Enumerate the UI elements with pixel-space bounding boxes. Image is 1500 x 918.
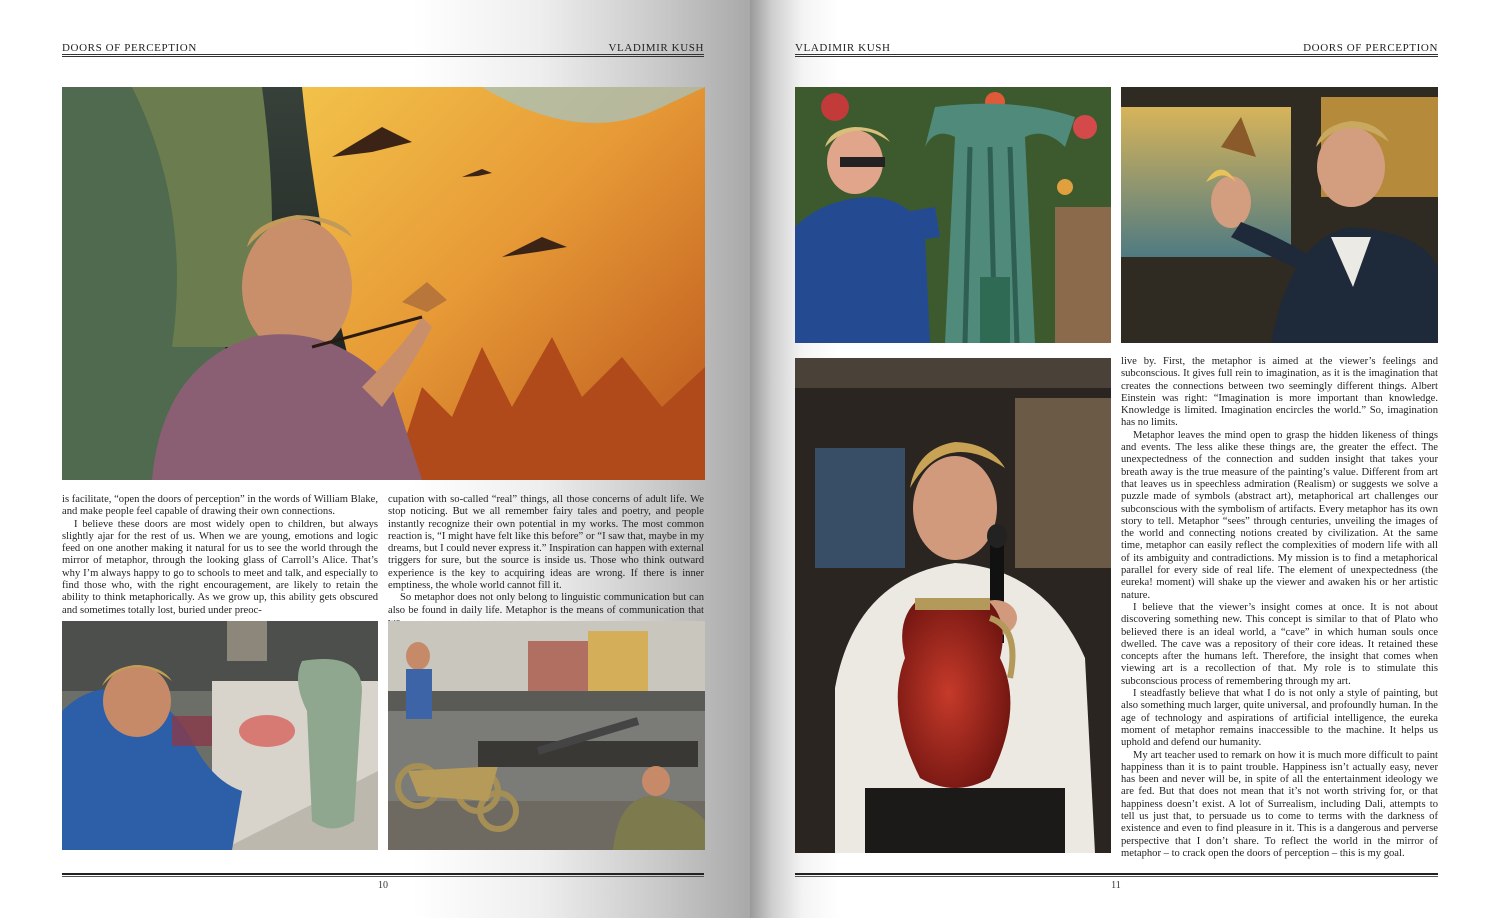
header-rule (795, 54, 1438, 57)
body-column-1 (62, 494, 378, 617)
footer-rule (62, 873, 704, 877)
header-rule (62, 54, 704, 57)
photo-artist-with-tree-sculpture (795, 87, 1111, 343)
footer-rule (795, 873, 1438, 877)
page-number: 10 (378, 880, 388, 891)
running-head-title: DOORS OF PERCEPTION (62, 42, 197, 54)
photo-artist-sculpting-vase (62, 621, 378, 850)
paragraph: live by. First, the metaphor is aimed at the viewer’s feelings and subconscious. It gives full rein to imagination, as it is the imagination that creates the connections between two seemingly different things. Albert Einstein was right: “Imagination is more important than knowledge. Knowledge is limited. Imagination encircles the world.” So, imagination has no limits. (1121, 356, 1438, 429)
paragraph: I steadfastly believe that what I do is not only a style of painting, but also something much larger, quite universal, and profoundly human. In the age of technology and aspirations of artificial intelligence, the eureka moment of metaphor remains inaccessible to the machine. It helps us uphold and defend our humanity. (1121, 688, 1438, 749)
body-column-2 (388, 494, 704, 629)
photo-artist-with-red-vase (795, 358, 1111, 853)
running-head-author: VLADIMIR KUSH (608, 42, 704, 54)
paragraph: cupation with so-called “real” things, all those concerns of adult life. We stop noticing. But we all remember fairy tales and poetry, and people instantly recognize their own potential in my works. The most common reaction is, “I might have felt like this before” or “I saw that, maybe in my dreams, but I could never express it.” Inspiration can happen with external triggers for sure, but the source is inside us. Those who think outward experience is the key to acquiring ideas are wrong. If there is inner emptiness, the whole world cannot fill it. (388, 494, 704, 592)
paragraph: So metaphor does not only belong to linguistic communication but can also be found in daily life. Metaphor is the means of communication that (388, 592, 704, 616)
paragraph: I believe these doors are most widely open to children, but always slightly ajar for the rest of us. When we are young, emotions and logic feed on one another making it natural for us to see the world through the mirror of metaphor, through the looking glass of Carroll’s Alice. That’s why I’m always happy to go to schools to meet and talk, and especially to find those who, with the right encouragement, are likely to retain the ability to think metaphorically. As we grow up, this ability gets obscured and sometimes totally lost, buried under preoc- (62, 518, 378, 616)
photo-artist-painting (62, 87, 705, 480)
running-head-title: DOORS OF PERCEPTION (1303, 42, 1438, 54)
paragraph: Metaphor leaves the mind open to grasp the hidden likeness of things and events. The less alike these things are, the greater the effect. The unexpectedness of the connection and sudden insight that takes your breath away is the true measure of the painting’s value. Different from art that leaves us in speechless admiration (Realism) or suggests we solve a puzzle made of symbols (abstract art), metaphorical art challenges our subconscious with the symbolism of artifacts. Every metaphor has its own story to tell. Metaphor “sees” through centuries, unveiling the images of the world and connecting notions created by civilization. At the same time, metaphor can easily reflect the complexities of modern life with all of its ambiguity and contradictions. My mission is to find a metaphorical parallel for every side of real life. The element of unexpectedness (the eureka! moment) will shake up the viewer and awaken his or her artistic nature. (1121, 429, 1438, 601)
page-number: 11 (1111, 880, 1121, 891)
paragraph: is facilitate, “open the doors of perception” in the words of William Blake, and make people feel capable of drawing their own connections. (62, 494, 378, 518)
photo-artist-speaking (1121, 87, 1438, 343)
paragraph: I believe that the viewer’s insight comes at once. It is not about discovering something new. This concept is similar to that of Plato who believed there is an ideal world, a “cave” in which human souls once dwelled. The cave was a repository of their core ideas. It retained these concepts after the humans left. Therefore, the insight that comes when viewing art is a recollection of that. My role is to stimulate this subconscious process of remembering through my art. (1121, 601, 1438, 687)
right-page (750, 0, 1500, 918)
running-head-author: VLADIMIR KUSH (795, 42, 891, 54)
photo-workshop-motorcycles (388, 621, 705, 850)
body-column-right (1121, 356, 1438, 860)
paragraph: My art teacher used to remark on how it is much more difficult to paint happiness than it is to paint trouble. Happiness isn’t actually easy, never has been and never will be, in spite of all the entertainment ideology we are fed. But that does not mean that it’s not worth striving for, or that happiness doesn’t exist. A lot of Surrealism, including Dali, attempts to tell us just that, to persuade us to come to terms with the darkness of existence and even to find pleasure in it. This is a dangerous and perverse perspective that I don’t share. To reflect the world in the mirror of metaphor – to crack open the doors of perception – this is my goal. (1121, 749, 1438, 859)
